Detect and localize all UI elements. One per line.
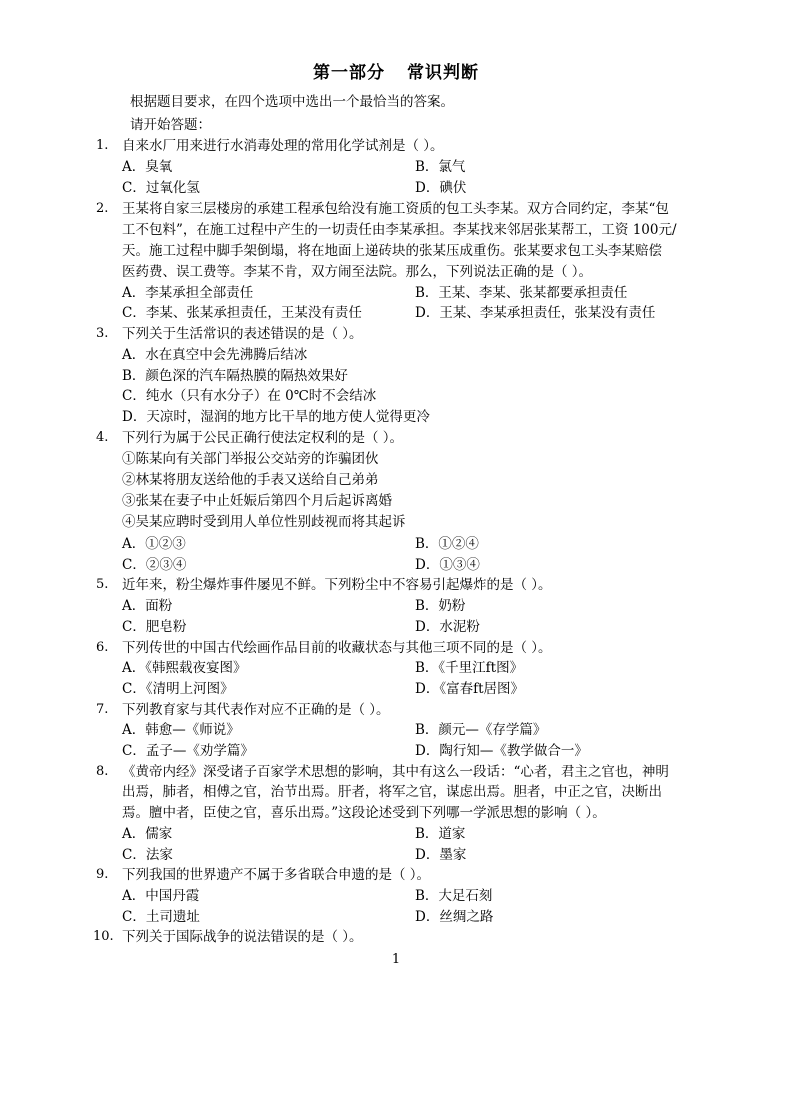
statement-item: ②林某将朋友送给他的手表又送给自己弟弟 [122,472,379,488]
option-c: C．李某、张某承担责任，王某没有责任 [122,305,362,321]
option-a: A．《韩熙载夜宴图》 [122,660,247,676]
option-a: A．水在真空中会先沸腾后结冰 [122,347,308,363]
question-number: 7. [96,702,109,717]
statement-item: ①陈某向有关部门举报公交站旁的诈骗团伙 [122,451,379,467]
question-text-line: 医药费、误工费等。李某不肯，双方闹至法院。那么，下列说法正确的是（ ）。 [122,264,593,280]
option-b: B．①②④ [415,536,479,552]
statement-item: ③张某在妻子中止妊娠后第四个月后起诉离婚 [122,493,392,509]
question-number: 5. [96,577,109,592]
question-text: 下列行为属于公民正确行使法定权利的是（ ）。 [122,430,404,446]
option-c: C．肥皂粉 [122,619,187,635]
question-text-line: 出焉，肺者，相傅之官，治节出焉。肝者，将军之官，谋虑出焉。胆者，中正之官，决断出 [122,784,662,800]
option-a: A．中国丹霞 [122,888,200,904]
question-number: 8. [96,764,109,779]
option-d: D．①③④ [415,557,480,573]
section-title-part: 第一部分 [313,63,385,83]
question-number: 9. [96,867,109,882]
option-c: C．孟子—《劝学篇》 [122,743,254,759]
question-text-line: 焉。膻中者，臣使之官，喜乐出焉。”这段论述受到下列哪一学派思想的影响（ ）。 [122,805,606,821]
question-text-line: 工不包料”，在施工过程中产生的一切责任由李某承担。李某找来邻居张某帮工，工资 100元/ [122,222,677,238]
option-c: C．《清明上河图》 [122,681,234,697]
option-c: C．纯水（只有水分子）在 0℃时不会结冰 [122,388,377,404]
question-text: 《黄帝内经》深受诸子百家学术思想的影响，其中有这么一段话：“心者，君主之官也，神明 [122,764,669,780]
option-a: A．韩愈—《师说》 [122,722,240,738]
option-b: B．《千里江ft图》 [415,660,524,676]
question-text: 下列我国的世界遗产不属于多省联合申遗的是（ ）。 [122,867,431,883]
option-b: B．王某、李某、张某都要承担责任 [415,285,628,301]
option-d: D．墨家 [415,847,467,863]
question-text: 近年来，粉尘爆炸事件屡见不鲜。下列粉尘中不容易引起爆炸的是（ ）。 [122,577,552,593]
question-number: 6. [96,640,109,655]
section-title [0,58,792,83]
question-number: 4. [96,430,109,445]
question-text: 下列传世的中国古代绘画作品目前的收藏状态与其他三项不同的是（ ）。 [122,640,552,656]
statement-item: ④吴某应聘时受到用人单位性别歧视而将其起诉 [122,514,406,530]
option-b: B．大足石刻 [415,888,493,904]
option-a: A．李某承担全部责任 [122,285,254,301]
option-d: D．碘伏 [415,180,467,196]
option-c: C．法家 [122,847,173,863]
option-b: B．道家 [415,826,466,842]
question-number: 1. [96,138,109,153]
option-a: A．面粉 [122,598,173,614]
question-text: 自来水厂用来进行水消毒处理的常用化学试剂是（ ）。 [122,138,444,154]
question-text-line: 天。施工过程中脚手架倒塌，将在地面上递砖块的张某压成重伤。张某要求包工头李某赔偿 [122,243,662,259]
start-text: 请开始答题： [130,117,211,133]
option-a: A．臭氧 [122,159,173,175]
option-c: C．②③④ [122,557,187,573]
option-c: C．土司遗址 [122,909,200,925]
instruction-text: 根据题目要求，在四个选项中选出一个最恰当的答案。 [130,94,454,110]
question-number: 10. [93,929,114,944]
page-number: 1 [391,952,401,967]
option-a: A．①②③ [122,536,186,552]
option-d: D．丝绸之路 [415,909,494,925]
option-b: B．颜元—《存学篇》 [415,722,547,738]
option-b: B．氯气 [415,159,466,175]
question-text: 下列关于生活常识的表述错误的是（ ）。 [122,326,363,342]
question-text: 王某将自家三层楼房的承建工程承包给没有施工资质的包工头李某。双方合同约定，李某“包 [122,201,669,217]
option-d: D．陶行知—《教学做合一》 [415,743,588,759]
option-d: D．水泥粉 [415,619,480,635]
option-d: D．天凉时，湿润的地方比干旱的地方使人觉得更冷 [122,409,430,425]
question-text: 下列关于国际战争的说法错误的是（ ）。 [122,929,363,945]
option-d: D．王某、李某承担责任，张某没有责任 [415,305,656,321]
section-title-name: 常识判断 [407,63,479,83]
question-number: 2. [96,201,109,216]
option-c: C．过氧化氢 [122,180,200,196]
option-b: B．颜色深的汽车隔热膜的隔热效果好 [122,368,348,384]
question-text: 下列教育家与其代表作对应不正确的是（ ）。 [122,702,390,718]
option-a: A．儒家 [122,826,173,842]
option-d: D．《富春ft居图》 [415,681,524,697]
option-b: B．奶粉 [415,598,466,614]
question-number: 3. [96,326,109,341]
